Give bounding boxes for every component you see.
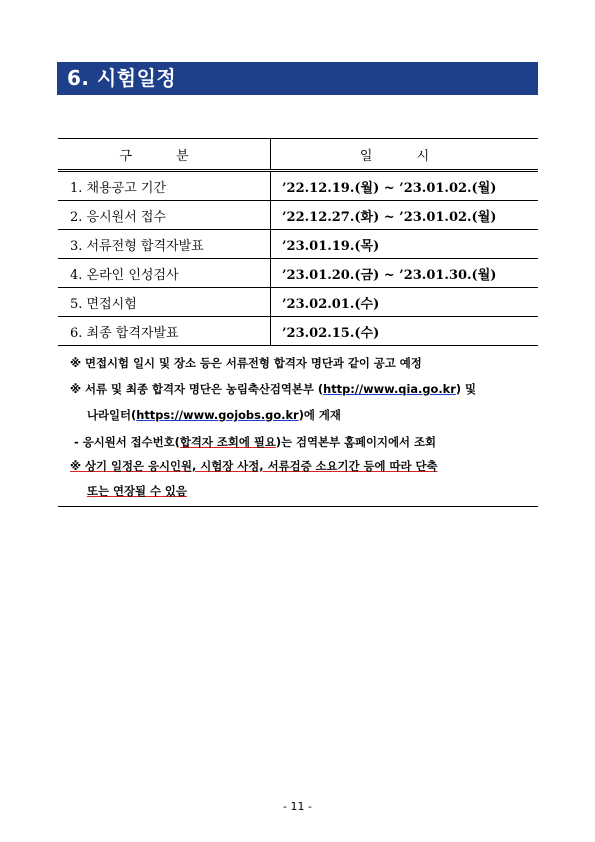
header-category: 구 분 (58, 139, 271, 171)
row-item: 4. 온라인 인성검사 (58, 259, 271, 288)
row-item: 6. 최종 합격자발표 (58, 317, 271, 346)
row-date: ’23.02.15.(수) (282, 325, 380, 341)
row-item: 3. 서류전형 합격자발표 (58, 230, 271, 259)
note-schedule-change (70, 458, 437, 474)
note-application-number (74, 434, 436, 450)
row-date: ’23.01.19.(목) (271, 230, 539, 259)
row-date: ’22.12.19.(월) ~ ’23.01.02.(월) (271, 171, 539, 201)
note-text: ※ 서류 및 최종 합격자 명단은 농림축산검역본부 ( (70, 382, 324, 396)
note-text: - 응시원서 접수번호( (74, 435, 180, 449)
note-text: )는 검역본부 홈페이지에서 조회 (275, 435, 437, 449)
row-item: 5. 면접시험 (58, 288, 271, 317)
row-date: ’23.01.20.(금) ~ ’23.01.30.(월) (271, 259, 539, 288)
note-highlight: 또는 연장될 수 있음 (87, 484, 187, 498)
note-announcement-cont (87, 407, 341, 423)
note-text: 나라일터( (87, 408, 137, 422)
note-interview: ※ 면접시험 일시 및 장소 등은 서류전형 합격자 명단과 같이 공고 예정 (70, 356, 422, 370)
section-title: 6. 시험일정 (57, 62, 538, 95)
row-item: 2. 응시원서 접수 (58, 201, 271, 230)
table-row (58, 317, 538, 346)
table-row (58, 171, 538, 201)
note-schedule-change-cont (87, 483, 187, 499)
page-number: - 11 - (283, 800, 312, 813)
row-item: 1. 채용공고 기간 (58, 171, 271, 201)
gojobs-link[interactable]: https://www.gojobs.go.kr (136, 408, 299, 422)
notes-box (58, 345, 538, 507)
row-date: ’23.02.01.(수) (271, 288, 539, 317)
row-date: ’22.12.27.(화) ~ ’23.01.02.(월) (271, 201, 539, 230)
qia-link[interactable]: http://www.qia.go.kr (323, 382, 456, 396)
note-announcement (70, 381, 476, 397)
note-highlight: ※ 상기 일정은 응시인원, 시험장 사정, 서류검증 소요기간 등에 따라 단축 (70, 459, 438, 473)
table-row (58, 230, 538, 259)
note-text: ) 및 (455, 382, 477, 396)
table-row (58, 259, 538, 288)
table-row (58, 288, 538, 317)
table-row (58, 201, 538, 230)
header-datetime: 일 시 (271, 139, 539, 171)
note-highlight: 합격자 조회에 필요 (179, 435, 276, 449)
schedule-table (58, 138, 538, 345)
note-text: )에 게재 (298, 408, 341, 422)
table-header-row (58, 139, 538, 171)
